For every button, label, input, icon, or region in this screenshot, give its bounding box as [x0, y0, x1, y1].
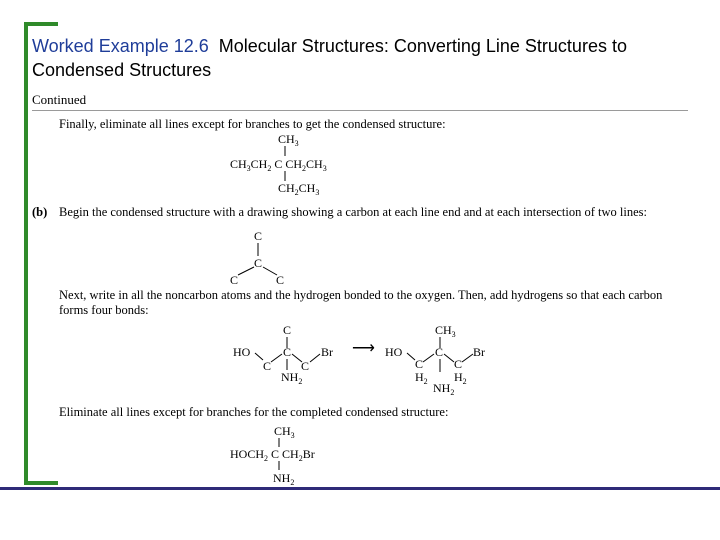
svg-text:C: C [263, 359, 272, 373]
part-b-next: Next, write in all the noncarbon atoms and the hydrogen bonded to the oxygen. Then, add hydrogens so that each carbon forms four bonds: [59, 288, 663, 317]
reaction-arrow: ⟶ [352, 340, 375, 357]
skeleton-with-hydrogens [385, 320, 495, 398]
svg-text:Br: Br [473, 345, 485, 359]
s1-ethyl-bottom: $CH_2CH_3$ [278, 181, 320, 197]
s1-main-chain: $CH_3CH_2$ C $CH_2CH_3$ [230, 157, 327, 173]
svg-text:HO: HO [385, 345, 403, 359]
part-b-final: Eliminate all lines except for branches for the completed condensed structure: [59, 405, 449, 419]
svg-text:CH3: $CH_3$ [274, 424, 295, 440]
svg-text:C: C [283, 345, 292, 359]
svg-text:HO: HO [233, 345, 251, 359]
condensed-structure-1 [228, 130, 348, 196]
footer-rule [0, 487, 720, 490]
svg-text:Br: Br [321, 345, 333, 359]
title-rest: Molecular Structures: Converting Line Structures to Condensed Structures [32, 36, 627, 80]
title-prefix: Worked Example 12.6 [32, 36, 209, 56]
part-b-label: (b) [32, 205, 48, 219]
svg-text:CH3: $CH_3$ [435, 323, 456, 339]
svg-text:H2: $H_2$ [415, 370, 428, 386]
part-b-intro: Begin the condensed structure with a drawing showing a carbon at each line end and at each intersection of two lines: [59, 205, 648, 219]
svg-text:C: C [276, 273, 285, 287]
svg-text:NH2: $NH_2$ [433, 381, 455, 397]
svg-text:HOCH2CCH2Br: $HOCH_2$ C $CH_2Br$ [230, 447, 315, 463]
carbon-skeleton [228, 228, 298, 288]
svg-text:C: C [454, 357, 463, 371]
svg-text:C: C [254, 256, 263, 270]
svg-text:H2: $H_2$ [454, 370, 467, 386]
s1-ch3-top: $CH_3$ [278, 132, 299, 148]
svg-text:C: C [254, 229, 263, 243]
final-condensed-structure [230, 422, 340, 488]
svg-text:C: C [415, 357, 424, 371]
skeleton-with-heteroatoms [233, 320, 343, 386]
svg-text:C: C [230, 273, 239, 287]
continued-label: Continued [32, 92, 87, 107]
svg-text:NH2: $NH_2$ [273, 471, 295, 487]
step-a-text: Finally, eliminate all lines except for branches to get the condensed structure: [59, 117, 446, 131]
slide-title [32, 34, 702, 82]
svg-text:C: C [283, 323, 292, 337]
svg-text:C: C [435, 345, 444, 359]
continued-rule [32, 110, 688, 111]
svg-text:NH2: $NH_2$ [281, 370, 303, 386]
svg-text:C: C [301, 359, 310, 373]
